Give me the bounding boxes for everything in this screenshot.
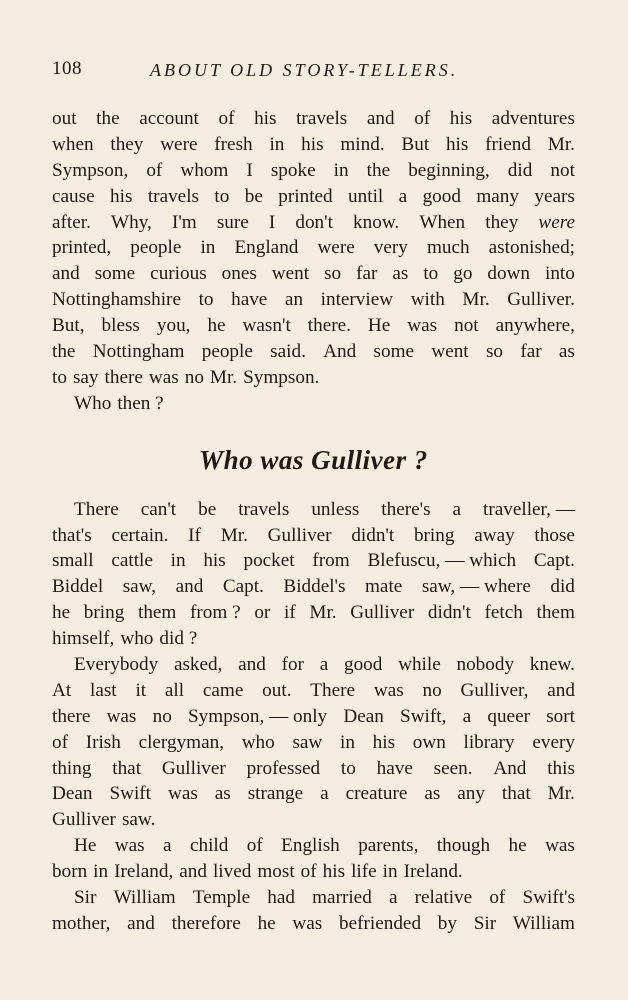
word: sure bbox=[216, 211, 249, 233]
word: Mr. bbox=[209, 366, 238, 388]
word: When bbox=[419, 211, 466, 233]
word: and bbox=[238, 654, 266, 676]
word: when bbox=[52, 133, 94, 155]
word: out. bbox=[262, 679, 292, 701]
word: there bbox=[52, 705, 91, 727]
word: in bbox=[333, 159, 349, 181]
word: have bbox=[376, 757, 413, 779]
word: not bbox=[454, 315, 479, 337]
word: queer bbox=[487, 705, 530, 727]
word: who bbox=[120, 628, 154, 650]
word: of bbox=[52, 731, 68, 753]
word: know. bbox=[353, 211, 400, 233]
text-line bbox=[52, 235, 575, 261]
word: every bbox=[532, 731, 575, 753]
word: them bbox=[137, 602, 177, 624]
text-line bbox=[52, 106, 575, 132]
word: Gulliver. bbox=[507, 289, 575, 311]
text-line bbox=[52, 807, 575, 833]
word: was bbox=[114, 835, 145, 857]
word: in bbox=[269, 133, 285, 155]
word: England bbox=[234, 237, 299, 259]
word: mate bbox=[365, 576, 403, 598]
word: went bbox=[431, 341, 469, 363]
word: There bbox=[310, 679, 356, 701]
word: so bbox=[324, 263, 342, 285]
word: that's bbox=[52, 524, 92, 546]
word: wasn't bbox=[242, 315, 291, 337]
word: saw, — where bbox=[421, 576, 531, 598]
word: though bbox=[436, 835, 491, 857]
word: go bbox=[453, 263, 473, 285]
word: knew. bbox=[529, 654, 575, 676]
word: people bbox=[130, 237, 182, 259]
word: creature bbox=[345, 783, 408, 805]
word: And bbox=[493, 757, 527, 779]
word: Sympson, bbox=[52, 159, 129, 181]
word: mother, bbox=[52, 912, 111, 934]
word: strange bbox=[247, 783, 304, 805]
word: But bbox=[401, 133, 430, 155]
word: Sympson. bbox=[243, 366, 320, 388]
word: had bbox=[267, 887, 295, 909]
word: until bbox=[348, 185, 384, 207]
word: anywhere, bbox=[495, 315, 575, 337]
word: fresh bbox=[214, 133, 253, 155]
word: as bbox=[214, 783, 231, 805]
word: Ireland. bbox=[403, 861, 463, 883]
word: the bbox=[96, 108, 120, 129]
word: beginning, bbox=[408, 159, 490, 181]
word: years bbox=[534, 185, 575, 207]
text-line bbox=[52, 287, 575, 313]
word: Sir bbox=[473, 912, 497, 934]
word: Gulliver, bbox=[460, 679, 529, 701]
word: away bbox=[474, 524, 515, 546]
word: with bbox=[410, 289, 445, 311]
word: fetch bbox=[484, 602, 523, 624]
word: was bbox=[407, 315, 438, 337]
word: Who bbox=[74, 392, 112, 414]
word: or bbox=[254, 602, 271, 624]
word: Nottinghamshire bbox=[52, 289, 181, 311]
word: Everybody bbox=[74, 654, 159, 676]
text-line bbox=[52, 339, 575, 365]
word: that bbox=[501, 783, 531, 805]
word: his bbox=[322, 861, 346, 883]
text-line bbox=[52, 756, 575, 782]
word: life bbox=[351, 861, 377, 883]
word: Dean bbox=[52, 783, 93, 805]
word: of bbox=[218, 108, 235, 129]
word: certain. bbox=[111, 524, 169, 546]
word: traveller, — bbox=[483, 498, 575, 520]
word: far bbox=[520, 341, 542, 363]
word: whom bbox=[180, 159, 229, 181]
word: was bbox=[292, 912, 323, 934]
word: professed bbox=[246, 757, 321, 779]
word: was bbox=[167, 783, 198, 805]
word: came bbox=[202, 679, 244, 701]
text-line bbox=[52, 391, 575, 417]
word: of bbox=[489, 887, 506, 909]
word: no bbox=[184, 366, 204, 388]
word: bring bbox=[413, 524, 455, 546]
word: Swift bbox=[109, 783, 152, 805]
word: saw bbox=[292, 731, 323, 753]
word: didn't bbox=[351, 524, 395, 546]
word: and bbox=[175, 576, 204, 598]
word: child bbox=[189, 835, 229, 857]
word: cause bbox=[52, 185, 95, 207]
word: in bbox=[93, 861, 109, 883]
word: William bbox=[113, 887, 176, 909]
word: in bbox=[382, 861, 398, 883]
running-title: ABOUT OLD STORY-TELLERS. bbox=[150, 60, 459, 80]
word: Capt. bbox=[533, 550, 575, 572]
word: Ireland, bbox=[114, 861, 174, 883]
word: then ? bbox=[117, 392, 164, 414]
word: his bbox=[372, 731, 396, 753]
word: Mr. bbox=[220, 524, 248, 546]
word: spoke bbox=[270, 159, 316, 181]
word: But, bbox=[52, 315, 85, 337]
word: a bbox=[388, 887, 398, 909]
word: cattle bbox=[111, 550, 153, 572]
text-line bbox=[52, 885, 575, 911]
word: that bbox=[112, 757, 142, 779]
word: Gulliver bbox=[267, 524, 332, 546]
word: he bbox=[508, 835, 527, 857]
word: Swift's bbox=[522, 887, 575, 909]
word: from ? bbox=[190, 602, 241, 624]
word: they bbox=[110, 133, 144, 155]
word: after. bbox=[52, 211, 91, 233]
body-text bbox=[52, 106, 575, 937]
word: if bbox=[283, 602, 296, 624]
word: from bbox=[312, 550, 350, 572]
word: down bbox=[487, 263, 531, 285]
word: in bbox=[200, 237, 216, 259]
word: so bbox=[485, 341, 504, 363]
word: the bbox=[366, 159, 391, 181]
word: travels bbox=[296, 108, 348, 129]
word: of bbox=[414, 108, 431, 129]
word: much bbox=[426, 237, 470, 259]
word: some bbox=[94, 263, 136, 285]
word: an bbox=[284, 289, 304, 311]
word: parents, bbox=[358, 835, 419, 857]
word: not bbox=[550, 159, 575, 181]
text-line bbox=[52, 781, 575, 807]
word: Gulliver bbox=[161, 757, 226, 779]
word: a bbox=[398, 185, 408, 207]
word: his bbox=[449, 108, 473, 129]
word: sort bbox=[546, 705, 575, 727]
text-line bbox=[52, 833, 575, 859]
word: Gulliver bbox=[350, 602, 415, 624]
word: and bbox=[179, 861, 207, 883]
word: relative bbox=[414, 887, 473, 909]
word: very bbox=[373, 237, 408, 259]
word: friend bbox=[485, 133, 531, 155]
word: most bbox=[257, 861, 295, 883]
word: saw. bbox=[121, 809, 156, 831]
word: did ? bbox=[159, 628, 198, 650]
word: did bbox=[550, 576, 575, 598]
word: was bbox=[373, 679, 404, 701]
word: At bbox=[52, 679, 72, 701]
word: to bbox=[52, 366, 67, 388]
text-line bbox=[52, 158, 575, 184]
word: in bbox=[340, 731, 355, 753]
word: Mr. bbox=[309, 602, 337, 624]
page-header bbox=[52, 58, 574, 90]
word: you, bbox=[156, 315, 191, 337]
word: was bbox=[106, 705, 137, 727]
word: there bbox=[104, 366, 143, 388]
word: they bbox=[485, 211, 519, 233]
word: I'm bbox=[171, 211, 197, 233]
word: there's bbox=[381, 498, 431, 520]
page-number: 108 bbox=[52, 58, 82, 79]
word: lived bbox=[212, 861, 252, 883]
word: he bbox=[52, 602, 71, 624]
word: of bbox=[146, 159, 163, 181]
word: into bbox=[544, 263, 575, 285]
word: as bbox=[558, 341, 575, 363]
word: out bbox=[52, 108, 77, 129]
word: don't bbox=[295, 211, 333, 233]
word: said. bbox=[270, 341, 306, 363]
word: I bbox=[246, 159, 253, 181]
word: saw, bbox=[122, 576, 157, 598]
section-heading: Who was Gulliver ? bbox=[199, 444, 428, 475]
word: library bbox=[463, 731, 515, 753]
word: therefore bbox=[171, 912, 241, 934]
word: thing bbox=[52, 757, 92, 779]
word: He bbox=[367, 315, 391, 337]
word: Biddel bbox=[52, 576, 104, 598]
word: didn't bbox=[427, 602, 471, 624]
word: a bbox=[320, 783, 329, 805]
text-line bbox=[52, 626, 575, 652]
word: there. bbox=[307, 315, 351, 337]
word: those bbox=[534, 524, 575, 546]
word: were bbox=[317, 237, 355, 259]
word: small bbox=[52, 550, 94, 572]
word: were bbox=[160, 133, 198, 155]
word: of bbox=[246, 835, 263, 857]
word: he bbox=[207, 315, 226, 337]
word: some bbox=[373, 341, 415, 363]
word: good bbox=[343, 654, 383, 676]
text-line bbox=[52, 261, 575, 287]
text-line bbox=[52, 859, 575, 885]
word: to bbox=[423, 263, 439, 285]
word: and bbox=[366, 108, 395, 129]
word: as bbox=[424, 783, 441, 805]
word: travels bbox=[147, 185, 199, 207]
text-line bbox=[52, 911, 575, 937]
word: his bbox=[445, 133, 469, 155]
text-line bbox=[52, 652, 575, 678]
word: clergyman, bbox=[138, 731, 224, 753]
word: of bbox=[300, 861, 317, 883]
text-line bbox=[52, 523, 575, 549]
word: I bbox=[268, 211, 276, 233]
word: ones bbox=[221, 263, 257, 285]
word: as bbox=[392, 263, 409, 285]
word: in bbox=[170, 550, 186, 572]
text-line bbox=[52, 210, 575, 236]
word: last bbox=[89, 679, 117, 701]
word: If bbox=[188, 524, 201, 546]
text-line bbox=[52, 313, 575, 339]
word: by bbox=[437, 912, 457, 934]
word: Gulliver bbox=[52, 809, 116, 831]
word: befriended bbox=[339, 912, 422, 934]
text-line bbox=[52, 365, 575, 391]
word: Capt. bbox=[222, 576, 264, 598]
word: bring bbox=[83, 602, 125, 624]
word: printed, bbox=[52, 237, 112, 259]
word: astonished; bbox=[488, 237, 575, 259]
word: and bbox=[547, 679, 575, 701]
text-line bbox=[52, 132, 575, 158]
word: English bbox=[281, 835, 340, 857]
word: a bbox=[452, 498, 462, 520]
word: bless bbox=[101, 315, 140, 337]
word: Mr. bbox=[547, 133, 575, 155]
word: this bbox=[547, 757, 575, 779]
word: far bbox=[356, 263, 378, 285]
word: travels bbox=[238, 498, 290, 520]
word: people bbox=[201, 341, 253, 363]
word: interview bbox=[320, 289, 394, 311]
word: Mr. bbox=[547, 783, 575, 805]
word: the bbox=[52, 341, 76, 363]
word: Dean bbox=[343, 705, 384, 727]
word: no bbox=[152, 705, 172, 727]
text-block-before-heading bbox=[52, 106, 575, 417]
text-line bbox=[52, 704, 575, 730]
text-line bbox=[52, 600, 575, 626]
word: a bbox=[462, 705, 472, 727]
word: account bbox=[139, 108, 199, 129]
word: a bbox=[319, 654, 329, 676]
word: curious bbox=[150, 263, 207, 285]
word: have bbox=[231, 289, 268, 311]
word: Nottingham bbox=[92, 341, 185, 363]
word: own bbox=[412, 731, 446, 753]
word: to bbox=[214, 185, 230, 207]
text-line bbox=[52, 574, 575, 600]
word: Why, bbox=[110, 211, 152, 233]
text-line bbox=[52, 184, 575, 210]
word: his bbox=[301, 133, 324, 155]
word: many bbox=[476, 185, 519, 207]
word: he bbox=[257, 912, 276, 934]
text-block-after-heading bbox=[52, 497, 575, 937]
word: mind. bbox=[340, 133, 385, 155]
word: Mr. bbox=[462, 289, 490, 311]
word: adventures bbox=[491, 108, 575, 129]
word: asked, bbox=[173, 654, 223, 676]
word: and bbox=[52, 263, 80, 285]
word: pocket bbox=[243, 550, 295, 572]
word: be bbox=[198, 498, 217, 520]
word: Biddel's bbox=[283, 576, 346, 598]
word: Irish bbox=[85, 731, 121, 753]
text-line bbox=[52, 678, 575, 704]
word: Blefuscu, — which bbox=[367, 550, 517, 572]
word: any bbox=[457, 783, 485, 805]
word: to bbox=[340, 757, 356, 779]
word: nobody bbox=[456, 654, 515, 676]
word: and bbox=[127, 912, 155, 934]
word: them bbox=[536, 602, 575, 624]
word: married bbox=[312, 887, 372, 909]
word: for bbox=[281, 654, 304, 676]
text-line bbox=[52, 730, 575, 756]
word: There bbox=[74, 498, 119, 520]
word: went bbox=[271, 263, 310, 285]
word: He bbox=[74, 835, 97, 857]
word: did bbox=[507, 159, 533, 181]
word: be bbox=[244, 185, 263, 207]
word: it bbox=[135, 679, 147, 701]
word: William bbox=[512, 912, 575, 934]
word: can't bbox=[140, 498, 177, 520]
word: were bbox=[538, 211, 575, 233]
word: who bbox=[241, 731, 275, 753]
word: Sir bbox=[74, 887, 97, 909]
word: while bbox=[398, 654, 441, 676]
text-line bbox=[52, 548, 575, 574]
word: seen. bbox=[433, 757, 473, 779]
word: his bbox=[110, 185, 133, 207]
word: Sympson, — only bbox=[188, 705, 328, 727]
word: say bbox=[72, 366, 99, 388]
word: Temple bbox=[192, 887, 251, 909]
word: a bbox=[163, 835, 172, 857]
word: was bbox=[148, 366, 179, 388]
word: no bbox=[422, 679, 442, 701]
word: to bbox=[198, 289, 214, 311]
word: unless bbox=[311, 498, 360, 520]
word: his bbox=[254, 108, 277, 129]
word: his bbox=[203, 550, 226, 572]
word: born bbox=[52, 861, 88, 883]
text-line bbox=[52, 497, 575, 523]
word: Swift, bbox=[400, 705, 447, 727]
word: printed bbox=[278, 185, 333, 207]
word: all bbox=[164, 679, 185, 701]
word: himself, bbox=[52, 628, 115, 650]
word: good bbox=[422, 185, 461, 207]
word: And bbox=[323, 341, 357, 363]
word: was bbox=[545, 835, 575, 857]
